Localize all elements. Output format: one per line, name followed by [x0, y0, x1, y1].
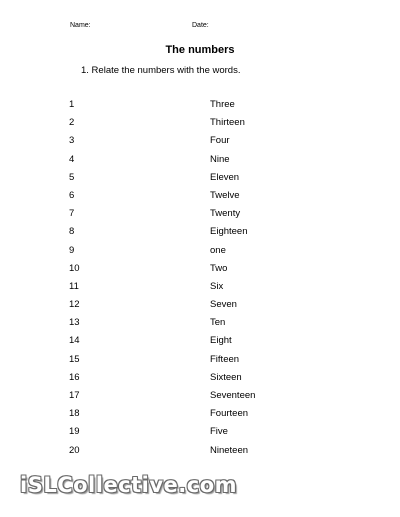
- word-cell: Five: [210, 426, 228, 438]
- word-cell: Eleven: [210, 171, 240, 183]
- word-cell: Thirteen: [210, 117, 245, 129]
- word-cell: Ten: [210, 317, 226, 329]
- list-item: [0, 354, 400, 372]
- list-item: [0, 117, 400, 135]
- number-cell: 9: [69, 244, 75, 256]
- word-cell: one: [210, 244, 226, 256]
- name-field-label: Name:: [70, 22, 91, 29]
- word-cell: Eighteen: [210, 226, 248, 238]
- list-item: [0, 245, 400, 263]
- list-item: [0, 408, 400, 426]
- list-item: [0, 99, 400, 117]
- number-cell: 17: [69, 390, 80, 401]
- number-cell: 5: [69, 171, 75, 183]
- list-item: [0, 135, 400, 153]
- list-item: [0, 299, 400, 317]
- worksheet-title: The numbers: [165, 44, 235, 56]
- number-cell: 19: [69, 426, 80, 438]
- number-cell: 1: [69, 99, 75, 110]
- word-cell: Sixteen: [210, 371, 242, 383]
- instruction-text: 1. Relate the numbers with the words.: [81, 65, 241, 76]
- number-cell: 13: [69, 317, 80, 329]
- list-item: [0, 390, 400, 408]
- number-cell: 18: [69, 408, 80, 420]
- number-cell: 16: [69, 371, 80, 383]
- word-cell: Seventeen: [210, 390, 256, 401]
- list-item: [0, 317, 400, 335]
- list-item: [0, 208, 400, 226]
- word-cell: Nineteen: [210, 444, 249, 456]
- number-cell: 3: [69, 135, 75, 147]
- list-item: [0, 226, 400, 244]
- word-cell: Six: [210, 280, 224, 292]
- number-cell: 20: [69, 444, 80, 456]
- list-item: [0, 281, 400, 299]
- date-field-label: Date:: [192, 22, 209, 29]
- word-cell: Seven: [210, 299, 237, 311]
- number-cell: 12: [69, 299, 80, 311]
- word-cell: Twelve: [210, 189, 240, 201]
- word-cell: Fifteen: [210, 353, 240, 365]
- matching-list: [0, 99, 400, 463]
- word-cell: Three: [210, 99, 235, 110]
- list-item: [0, 190, 400, 208]
- number-cell: 14: [69, 335, 80, 347]
- list-item: [0, 263, 400, 281]
- list-item: [0, 154, 400, 172]
- word-cell: Two: [210, 262, 228, 274]
- list-item: [0, 426, 400, 444]
- number-cell: 4: [69, 153, 75, 165]
- list-item: [0, 172, 400, 190]
- list-item: [0, 335, 400, 353]
- number-cell: 7: [69, 208, 75, 220]
- number-cell: 2: [69, 117, 75, 129]
- word-cell: Twenty: [210, 208, 241, 220]
- word-cell: Four: [210, 135, 230, 147]
- word-cell: Eight: [210, 335, 232, 347]
- watermark-logo: iSLCollective.com: [20, 473, 238, 497]
- list-item: [0, 445, 400, 463]
- number-cell: 15: [69, 353, 80, 365]
- list-item: [0, 372, 400, 390]
- word-cell: Nine: [210, 153, 230, 165]
- number-cell: 6: [69, 189, 75, 201]
- number-cell: 10: [69, 262, 80, 274]
- word-cell: Fourteen: [210, 408, 249, 420]
- number-cell: 11: [69, 280, 79, 292]
- number-cell: 8: [69, 226, 75, 238]
